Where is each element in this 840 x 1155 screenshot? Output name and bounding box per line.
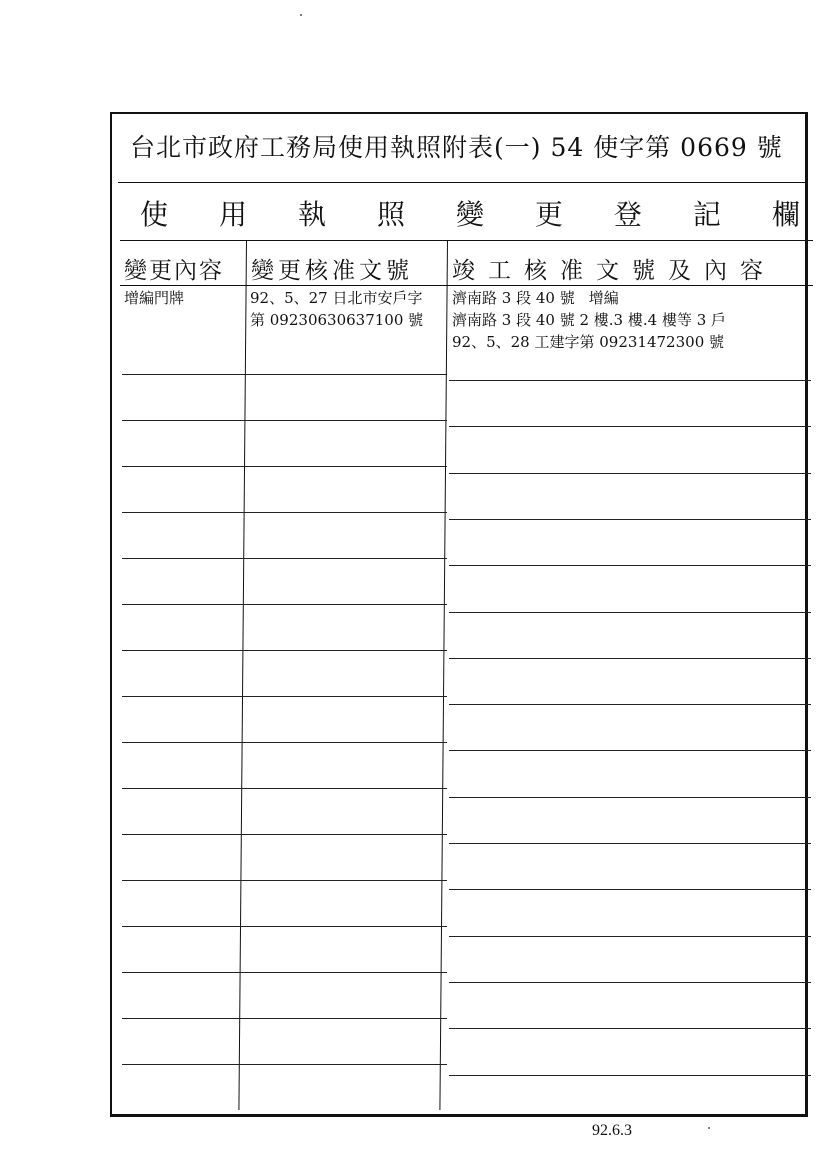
heading-char: 登 bbox=[613, 198, 642, 231]
ruled-line bbox=[122, 972, 447, 973]
form-title: 台北市政府工務局使用執照附表(一) 54 使字第 0669 號 bbox=[130, 133, 783, 162]
ruled-line bbox=[449, 380, 811, 381]
heading-char: 欄 bbox=[771, 198, 800, 231]
ruled-line bbox=[122, 512, 447, 513]
column-header-change-content: 變更內容 bbox=[124, 258, 224, 284]
ruled-line bbox=[449, 612, 811, 613]
ruled-line bbox=[449, 797, 811, 798]
ruled-line bbox=[449, 936, 811, 937]
ruled-line bbox=[122, 834, 447, 835]
ruled-line bbox=[449, 426, 811, 427]
scan-speck bbox=[708, 1127, 710, 1129]
ruled-line bbox=[449, 982, 811, 983]
title-divider bbox=[118, 182, 808, 183]
ruled-line bbox=[449, 704, 811, 705]
ruled-line bbox=[449, 750, 811, 751]
ruled-line bbox=[122, 1018, 447, 1019]
footer-date: 92.6.3 bbox=[592, 1122, 632, 1139]
ruled-line bbox=[122, 374, 447, 375]
entry-change-content: 增編門牌 bbox=[124, 289, 185, 307]
ruled-line bbox=[122, 880, 447, 881]
column-header-completion: 竣工核准文號及內容 bbox=[452, 258, 776, 284]
ruled-line bbox=[122, 1064, 447, 1065]
ruled-line bbox=[449, 658, 811, 659]
entry-completion-note: 增編 bbox=[588, 289, 619, 307]
heading-char: 更 bbox=[534, 198, 563, 231]
ruled-line bbox=[449, 473, 811, 474]
ruled-line bbox=[122, 466, 447, 467]
heading-char: 變 bbox=[455, 198, 484, 231]
ruled-line bbox=[122, 558, 447, 559]
entry-completion-line: 92、5、28 工建字第 09231472300 號 bbox=[452, 333, 725, 351]
heading-char: 執 bbox=[297, 198, 326, 231]
ruled-line bbox=[449, 519, 811, 520]
entry-completion-content bbox=[452, 287, 726, 353]
heading-char: 照 bbox=[376, 198, 405, 231]
ruled-line bbox=[122, 788, 447, 789]
heading-char: 用 bbox=[218, 198, 247, 231]
ruled-line bbox=[122, 926, 447, 927]
entry-change-approval-line: 第 09230630637100 號 bbox=[250, 311, 424, 329]
heading-char: 使 bbox=[140, 198, 169, 231]
column-header-divider bbox=[120, 285, 813, 286]
entry-completion-line: 濟南路 3 段 40 號 2 樓.3 樓.4 樓等 3 戶 bbox=[452, 311, 727, 329]
ruled-line bbox=[449, 1028, 811, 1029]
scan-speck bbox=[300, 14, 302, 16]
entry-change-approval-no bbox=[250, 287, 423, 331]
ruled-line bbox=[122, 604, 447, 605]
ruled-line bbox=[122, 650, 447, 651]
ruled-line bbox=[122, 696, 447, 697]
ruled-line bbox=[449, 843, 811, 844]
ruled-line bbox=[449, 1075, 811, 1076]
entry-completion-address: 濟南路 3 段 40 號 bbox=[452, 289, 575, 307]
section-heading bbox=[140, 193, 800, 233]
heading-char: 記 bbox=[692, 198, 721, 231]
ruled-line bbox=[122, 742, 447, 743]
column-header-change-approval-no: 變更核准文號 bbox=[251, 258, 413, 284]
ruled-line bbox=[449, 889, 811, 890]
ruled-line bbox=[122, 420, 447, 421]
ruled-line bbox=[449, 565, 811, 566]
heading-divider bbox=[120, 240, 813, 241]
entry-change-approval-line: 92、5、27 日北市安戶字 bbox=[250, 289, 423, 307]
entry-completion-line bbox=[452, 287, 726, 309]
